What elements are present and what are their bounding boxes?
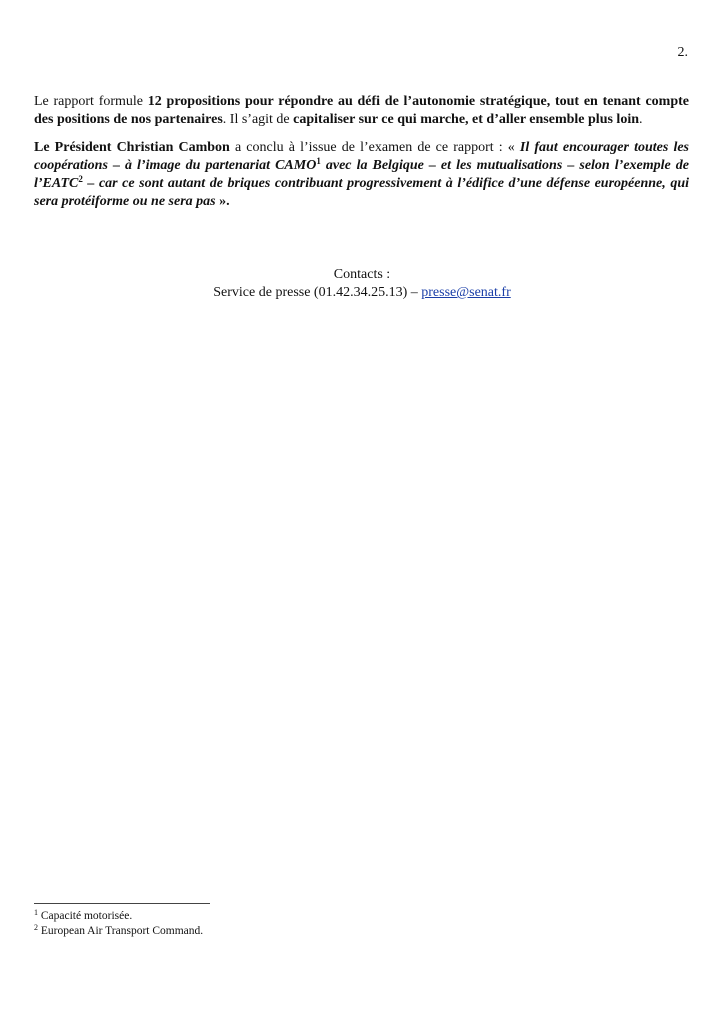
footnote-text: Capacité motorisée. xyxy=(38,910,133,922)
paragraph-conclusion xyxy=(34,139,689,211)
para1-text-2: . Il s’agit de xyxy=(222,112,294,127)
para2-text-1: a conclu à l’issue de l’examen de ce rapport : « xyxy=(229,140,520,155)
press-email-link[interactable]: presse@senat.fr xyxy=(421,285,511,300)
para1-bold-2: capitaliser sur ce qui marche, et d’aller ensemble plus loin xyxy=(293,112,639,127)
quote-part-3: – car ce sont autant de briques contribuant progressivement à l’édifice d’une défense européenne, qui sera protéiforme ou ne sera pas xyxy=(34,176,689,209)
quote-close: ». xyxy=(215,194,230,209)
footnote-2 xyxy=(34,924,203,939)
paragraph-propositions xyxy=(34,93,689,129)
quote-part-2: avec la Belgique – et les mutualisations – selon l’exemple de l’EATC xyxy=(34,158,689,191)
para1-bold-1: 12 propositions pour répondre au défi de l’autonomie stratégique, tout en tenant compte des positions de nos partenaires xyxy=(34,94,689,127)
para1-text-3: . xyxy=(639,112,643,127)
footnote-ref-2[interactable]: 2 xyxy=(78,174,83,184)
press-service-line xyxy=(0,284,724,302)
document-body xyxy=(34,93,689,221)
contacts-block xyxy=(0,266,724,302)
press-service-text: Service de presse (01.42.34.25.13) – xyxy=(213,285,422,300)
footnote-ref-1[interactable]: 1 xyxy=(316,156,321,166)
president-name: Le Président Christian Cambon xyxy=(34,140,230,155)
footnotes xyxy=(34,909,203,939)
quote-part-1: Il faut encourager toutes les coopérations – à l’image du partenariat CAMO xyxy=(34,140,689,173)
footnote-mark: 2 xyxy=(34,923,38,932)
page-number: 2. xyxy=(677,45,688,60)
footnote-mark: 1 xyxy=(34,908,38,917)
footnote-divider xyxy=(34,903,210,904)
footnote-1 xyxy=(34,909,203,924)
footnote-text: European Air Transport Command. xyxy=(38,925,204,937)
para1-text-1: Le rapport formule xyxy=(34,94,148,109)
contacts-heading: Contacts : xyxy=(333,267,391,282)
